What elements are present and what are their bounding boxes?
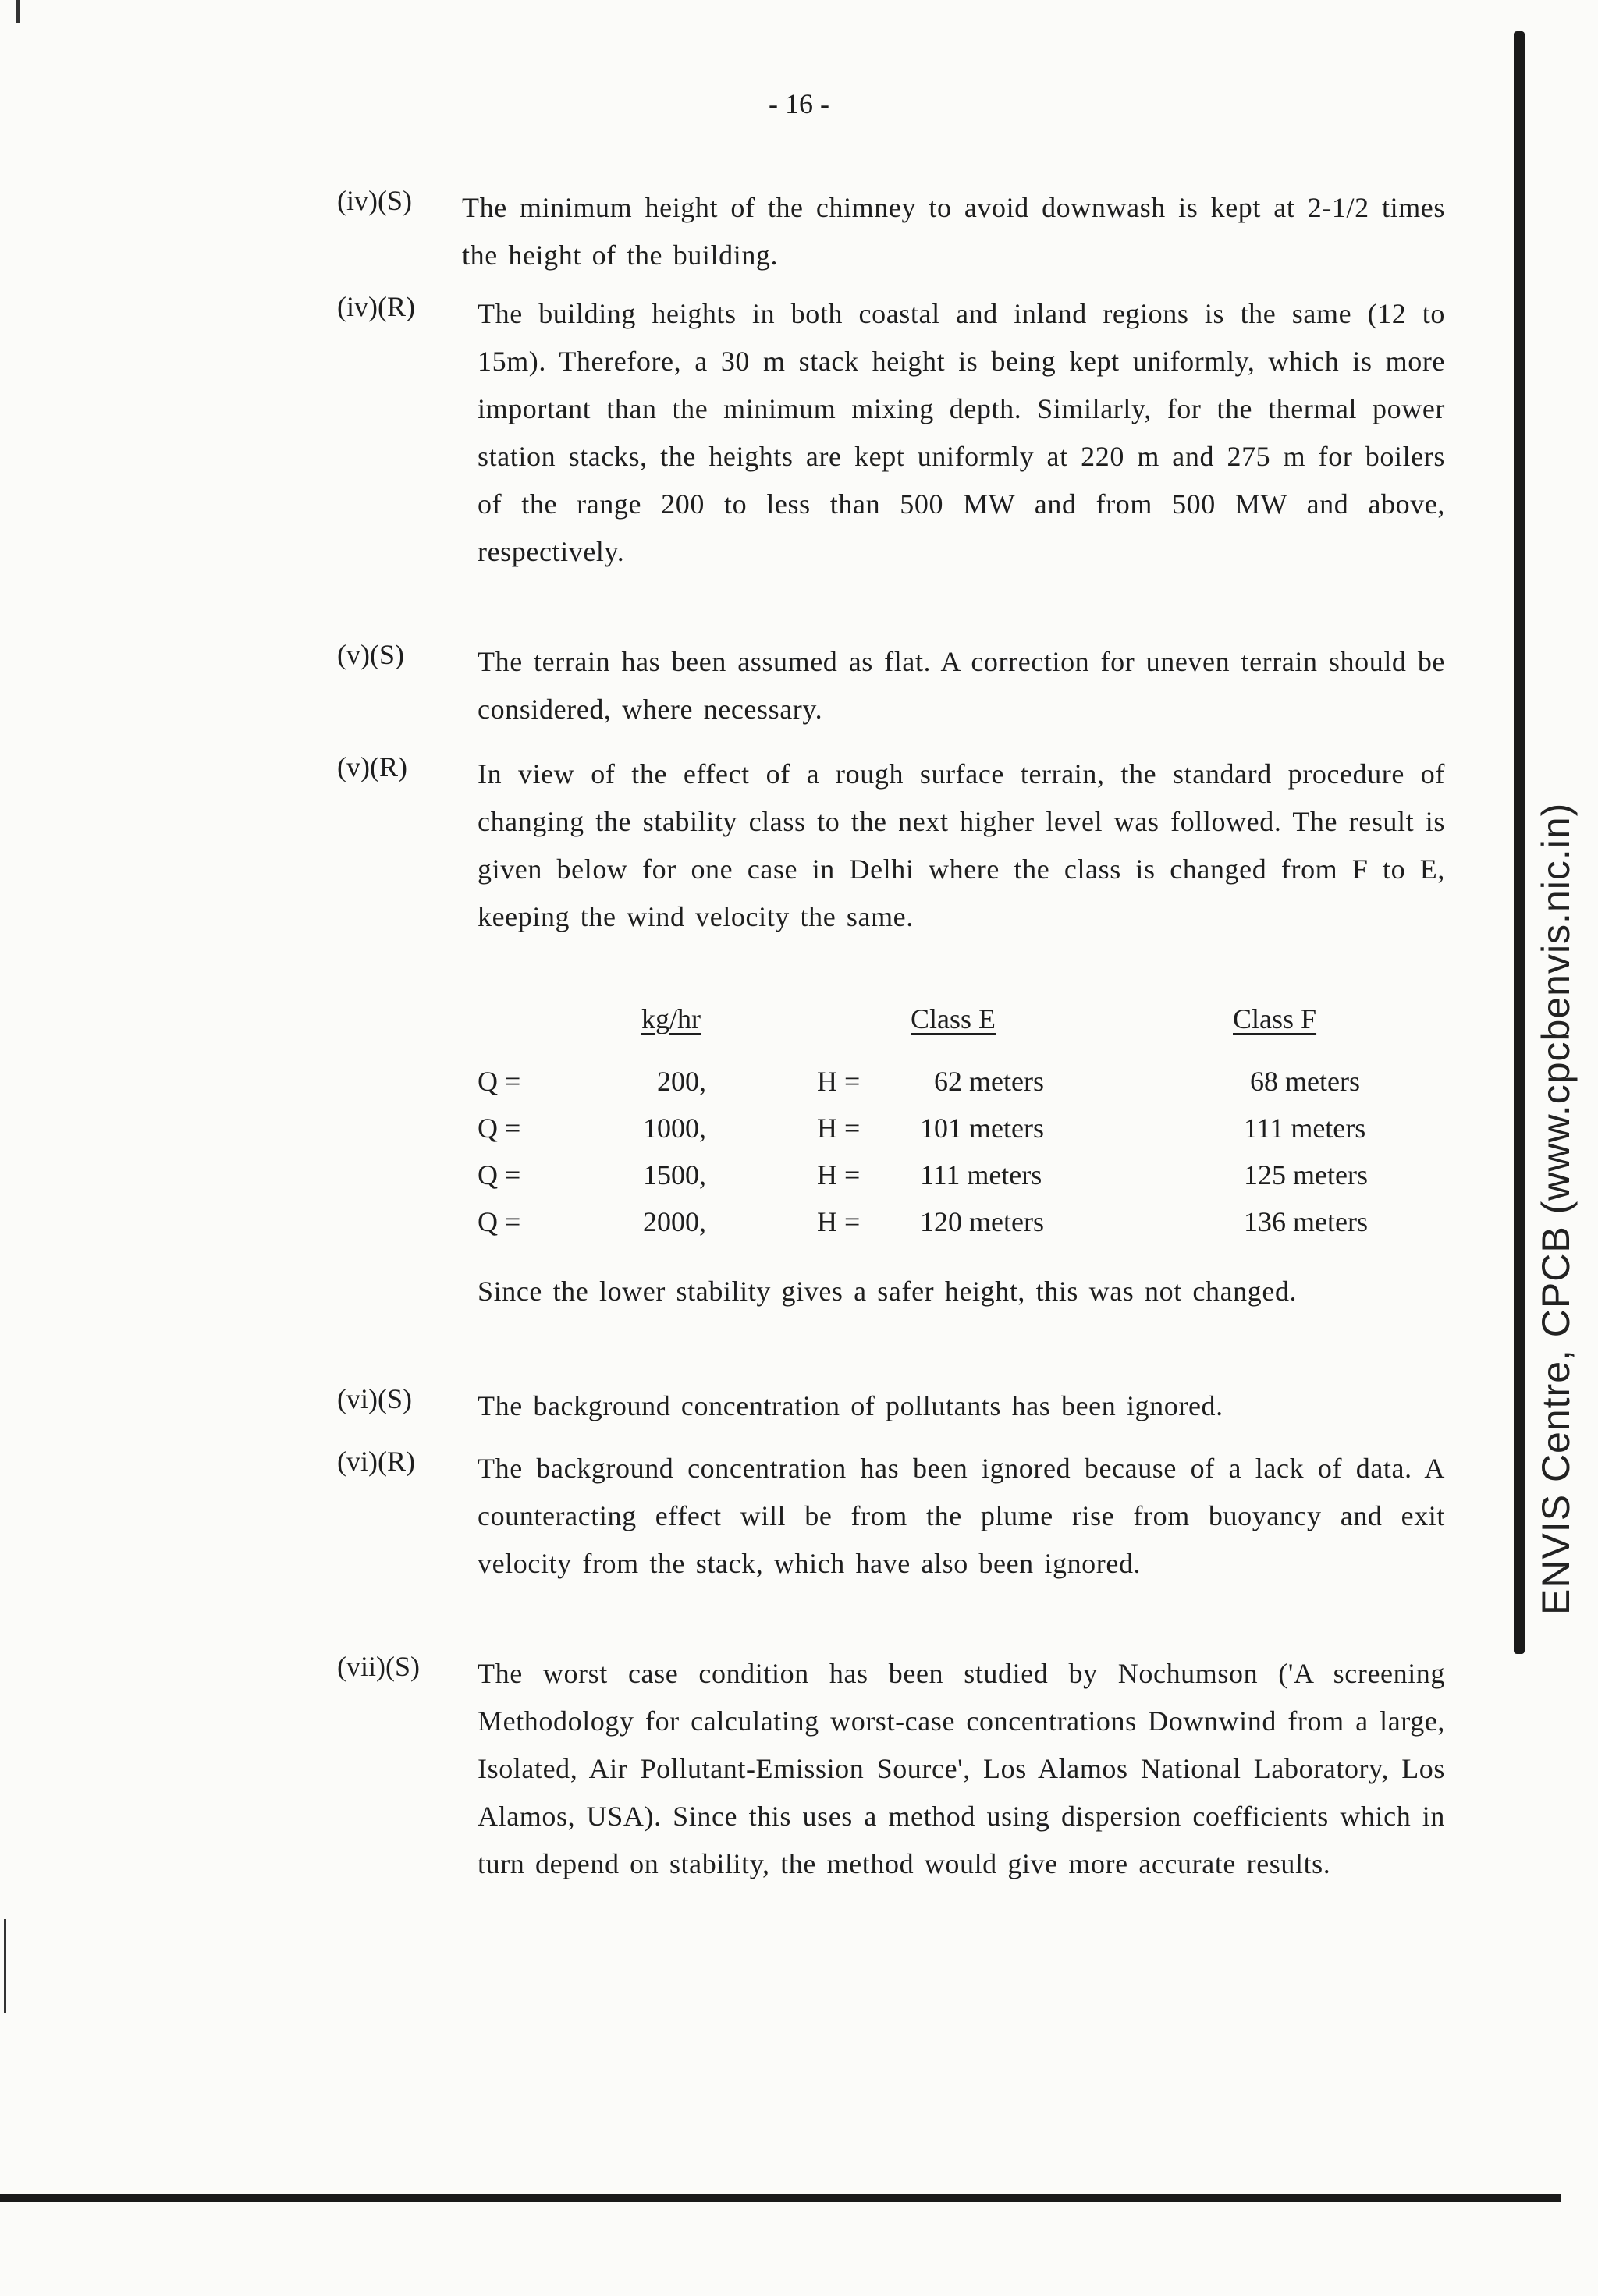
item-text: In view of the effect of a rough surface terrain, the standard procedure of changing the stability class to the next higher level was followed. The result is given below for one case in Delhi where the class is changed from F to E, keeping the wind velocity the same. [478,758,1445,932]
item-text: The worst case condition has been studied by Nochumson ('A screening Methodology for calculating worst-case concentrations Downwind from a large, Isolated, Air Pollutant-Emission Source', Los Alamos National Laboratory, Los Alamos, USA). Since this uses a method using dispersion coefficients which in turn depend on stability, the method would give more accurate results. [478,1658,1445,1879]
item-iv-r [337,290,1445,576]
scan-speck [16,0,20,23]
table-row [478,1112,1445,1159]
cell-rate: 1500, [643,1159,706,1191]
header-rate: kg/hr [641,1003,701,1034]
cell-q: Q = [478,1113,521,1144]
cell-class-e: 120 meters [920,1206,1044,1237]
item-vi-s [337,1382,1445,1430]
table-row [478,1205,1445,1252]
cell-q: Q = [478,1206,521,1237]
item-text: The terrain has been assumed as flat. A correction for uneven terrain should be considered, where necessary. [478,646,1445,725]
item-label: (v)(S) [337,639,404,670]
cell-h: H = [817,1113,861,1144]
item-text: The background concentration of pollutants has been ignored. [478,1390,1223,1421]
item-text: The minimum height of the chimney to avoid downwash is kept at 2-1/2 times the height of the building. [462,192,1445,271]
scan-speck [4,1919,6,2013]
cell-h: H = [817,1066,861,1097]
item-text: The background concentration has been ignored because of a lack of data. A counteracting effect will be from the plume rise from buoyancy and exit velocity from the stack, which have also been ignored. [478,1453,1445,1579]
item-text: The building heights in both coastal and inland regions is the same (12 to 15m). Therefore, a 30 m stack height is being kept uniformly, which is more important than the minimum mixing depth. Similarly, for the thermal power station stacks, the heights are kept uniformly at 220 m and 275 m for boilers of the range 200 to less than 500 MW and from 500 MW and above, respectively. [478,298,1445,567]
table-header [478,1003,1445,1065]
envis-watermark: ENVIS Centre, CPCB (www.cpcbenvis.nic.in) [1534,802,1578,1615]
item-label: (vi)(S) [337,1383,412,1414]
table-row [478,1065,1445,1112]
stack-height-table [478,1003,1445,1252]
item-label: (iv)(R) [337,291,415,322]
item-vii-s [337,1650,1445,1888]
cell-rate: 2000, [643,1206,706,1237]
item-label: (v)(R) [337,751,407,782]
cell-q: Q = [478,1159,521,1191]
cell-class-f: 68 meters [1250,1066,1360,1097]
item-label: (iv)(S) [337,185,412,216]
cell-class-e: 62 meters [934,1066,1044,1097]
cell-class-f: 111 meters [1244,1113,1366,1144]
table-note: Since the lower stability gives a safer height, this was not changed. [478,1276,1298,1307]
header-class-f: Class F [1233,1003,1317,1034]
cell-rate: 200, [657,1066,706,1097]
cell-q: Q = [478,1066,521,1097]
cell-class-e: 111 meters [920,1159,1042,1191]
item-label: (vii)(S) [337,1651,420,1682]
cell-rate: 1000, [643,1113,706,1144]
cell-class-e: 101 meters [920,1113,1044,1144]
cell-class-f: 136 meters [1244,1206,1368,1237]
table-row [478,1159,1445,1205]
cell-class-f: 125 meters [1244,1159,1368,1191]
item-label: (vi)(R) [337,1446,415,1477]
cell-h: H = [817,1206,861,1237]
page-number: - 16 - [769,88,829,119]
item-iv-s [337,184,1445,279]
cell-h: H = [817,1159,861,1191]
item-v-r [337,751,1445,941]
item-v-s [337,638,1445,733]
bottom-rule [0,2194,1561,2202]
scan-edge-bar [1514,31,1525,1654]
header-class-e: Class E [911,1003,996,1034]
item-vi-r [337,1445,1445,1588]
